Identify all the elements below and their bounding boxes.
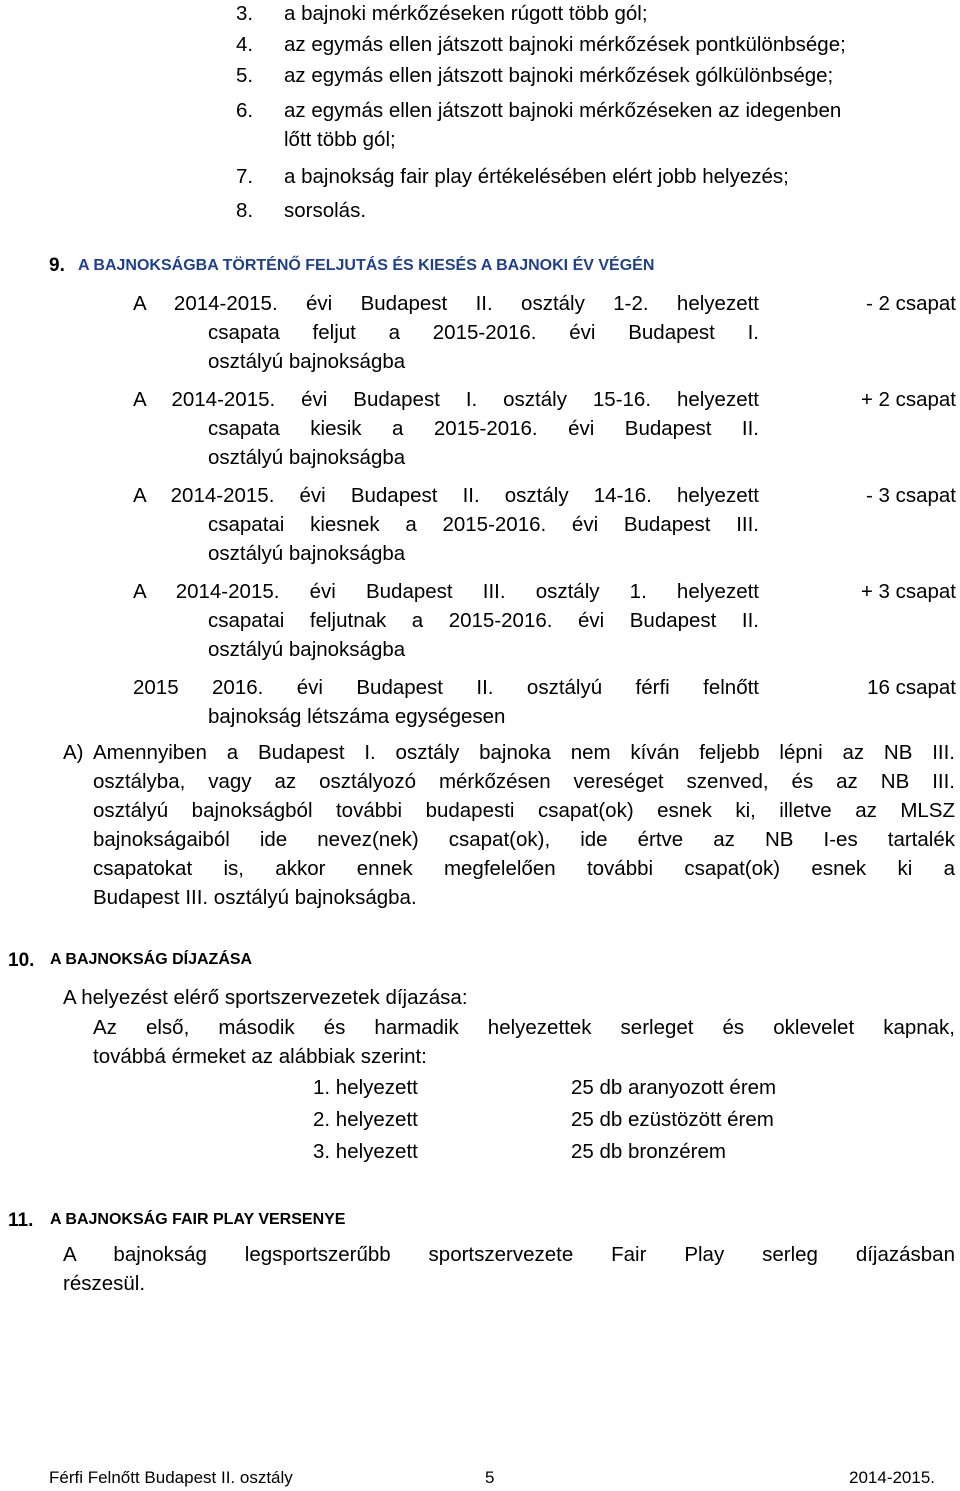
table-row-text: A 2014-2015. évi Budapest II. osztály 1-2. helyezett (133, 292, 759, 315)
table-row-text: csapatai kiesnek a 2015-2016. évi Budapest III. (208, 513, 759, 536)
table-row-text: csapata kiesik a 2015-2016. évi Budapest II. (208, 417, 759, 440)
table-row-text: osztályú bajnokságba (208, 350, 406, 373)
section-11-title: A BAJNOKSÁG FAIR PLAY VERSENYE (50, 1211, 346, 1228)
footer-page-number: 5 (485, 1468, 495, 1487)
awards-intro: A helyezést elérő sportszervezetek díjazása: (63, 986, 468, 1009)
table-row-text: A 2014-2015. évi Budapest II. osztály 14-16. helyezett (133, 484, 759, 507)
section-10-title: A BAJNOKSÁG DÍJAZÁSA (50, 951, 253, 968)
table-row-text: A 2014-2015. évi Budapest III. osztály 1. helyezett (133, 580, 759, 603)
awards-paragraph-line: továbbá érmeket az alábbiak szerint: (93, 1045, 427, 1068)
award-place: 1. helyezett (313, 1076, 418, 1099)
note-line: csapatokat is, akkor ennek megfelelően további csapat(ok) esnek ki a (93, 857, 955, 880)
list-item: az egymás ellen játszott bajnoki mérkőzések pontkülönbsége; (284, 33, 846, 56)
table-row-text: bajnokság létszáma egységesen (208, 705, 506, 728)
award-place: 2. helyezett (313, 1108, 418, 1131)
table-row-text: osztályú bajnokságba (208, 542, 406, 565)
section-10-number: 10. (8, 950, 35, 971)
note-line: Budapest III. osztályú bajnokságba. (93, 886, 417, 909)
award-prize: 25 db ezüstözött érem (571, 1108, 774, 1131)
fairplay-paragraph-line: A bajnokság legsportszerűbb sportszervezete Fair Play serleg díjazásban (63, 1243, 955, 1266)
table-row-text: osztályú bajnokságba (208, 638, 406, 661)
list-item: az egymás ellen játszott bajnoki mérkőzések gólkülönbsége; (284, 64, 834, 87)
footer-title: Férfi Felnőtt Budapest II. osztály (49, 1468, 293, 1487)
footer-season: 2014-2015. (849, 1468, 936, 1487)
table-row-value: - 2 csapat (865, 292, 956, 315)
table-row-value: 16 csapat (867, 676, 956, 699)
note-line: bajnokságaiból ide nevez(nek) csapat(ok), ide értve az NB I-es tartalék (93, 828, 955, 851)
award-place: 3. helyezett (313, 1140, 418, 1163)
award-prize: 25 db bronzérem (571, 1140, 726, 1163)
list-item: sorsolás. (284, 199, 367, 222)
note-line: osztályú bajnokságból további budapesti csapat(ok) esnek ki, illetve az MLSZ (93, 799, 955, 822)
note-label: A) (63, 741, 84, 764)
table-row-text: osztályú bajnokságba (208, 446, 406, 469)
list-item: a bajnokság fair play értékelésében elért jobb helyezés; (284, 165, 789, 188)
list-number: 8. (236, 199, 254, 222)
list-item: a bajnoki mérkőzéseken rúgott több gól; (284, 2, 648, 25)
table-row-text: csapata feljut a 2015-2016. évi Budapest I. (208, 321, 759, 344)
section-9-number: 9. (49, 255, 65, 276)
list-number: 3. (236, 2, 254, 25)
list-number: 6. (236, 99, 254, 122)
section-11-number: 11. (8, 1210, 34, 1231)
table-row-text: csapatai feljutnak a 2015-2016. évi Budapest II. (208, 609, 759, 632)
note-line: Amennyiben a Budapest I. osztály bajnoka nem kíván feljebb lépni az NB III. (93, 741, 955, 764)
list-number: 4. (236, 33, 254, 56)
list-number: 7. (236, 165, 254, 188)
list-item-continuation: lőtt több gól; (284, 128, 396, 151)
table-row-value: + 2 csapat (860, 388, 956, 411)
table-row-value: + 3 csapat (860, 580, 956, 603)
table-row-text: 2015 2016. évi Budapest II. osztályú férfi felnőtt (133, 676, 759, 699)
table-row-text: A 2014-2015. évi Budapest I. osztály 15-16. helyezett (133, 388, 759, 411)
fairplay-paragraph-line: részesül. (63, 1272, 146, 1295)
note-line: osztályba, vagy az osztályozó mérkőzésen vereséget szenved, és az NB III. (93, 770, 955, 793)
award-prize: 25 db aranyozott érem (571, 1076, 777, 1099)
list-number: 5. (236, 64, 254, 87)
awards-paragraph-line: Az első, második és harmadik helyezettek serleget és oklevelet kapnak, (93, 1016, 955, 1039)
table-row-value: - 3 csapat (865, 484, 956, 507)
section-9-title: A BAJNOKSÁGBA TÖRTÉNŐ FELJUTÁS ÉS KIESÉS A BAJNOKI ÉV VÉGÉN (78, 257, 655, 274)
list-item: az egymás ellen játszott bajnoki mérkőzéseken az idegenben (284, 99, 842, 122)
